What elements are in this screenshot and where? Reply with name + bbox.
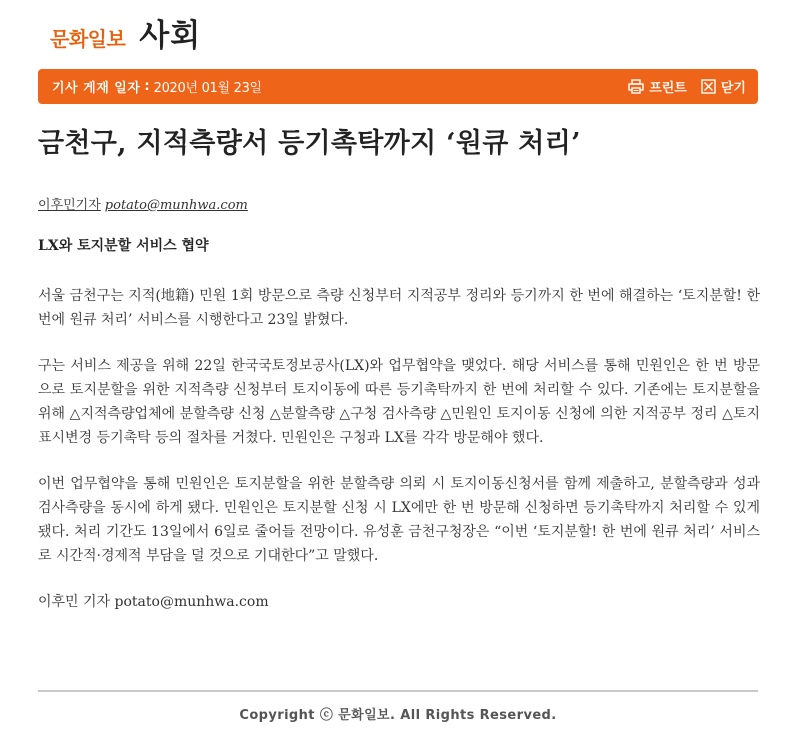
article-title: 금천구, 지적측량서 등기촉탁까지 ‘원큐 처리’ bbox=[38, 128, 581, 159]
brand-logo[interactable]: 문화일보 bbox=[50, 27, 126, 51]
byline-email[interactable]: potato@munhwa.com bbox=[104, 198, 248, 213]
footer-divider bbox=[38, 690, 758, 692]
paragraph: 구는 서비스 제공을 위해 22일 한국국토정보공사(LX)와 업무협약을 맺었다. 해당 서비스를 통해 민원인은 한 번 방문으로 토지분할을 위한 지적측량 신청부터 토지이동에 따른 등기촉탁까지 한 번에 처리할 수 있다. 기존에는 토지분할을 위해 △지적측량업체에 분할측량 신청 △분할측량 △구청 검사측량 △민원인 토지이동 신청에 의한 지적공부 정리 △토지표시변경 등기촉탁 등의 절차를 거쳤다. 민원인은 구청과 LX를 각각 방문해야 했다. bbox=[38, 358, 760, 446]
article-signature: 이후민 기자 potato@munhwa.com bbox=[38, 594, 269, 610]
print-label: 프린트 bbox=[649, 81, 687, 96]
paragraph: 이번 업무협약을 통해 민원인은 토지분할을 위한 분할측량 의뢰 시 토지이동신청서를 함께 제출하고, 분할측량과 성과검사측량을 동시에 하게 됐다. 민원인은 토지분할 신청 시 LX에만 한 번 방문해 신청하면 등기촉탁까지 처리할 수 있게 됐다. 처리 기간도 13일에서 6일로 줄어들 전망이다. 유성훈 금천구청장은 “이번 ‘토지분할! 한 번에 원큐 처리’ 서비스로 시간적·경제적 부담을 덜 것으로 기대한다”고 말했다. bbox=[38, 476, 760, 564]
date-label: 기사 게재 일자 bbox=[52, 81, 141, 96]
printer-icon bbox=[628, 79, 644, 94]
article-subtitle: LX와 토지분할 서비스 협약 bbox=[38, 238, 209, 254]
close-button[interactable] bbox=[701, 77, 746, 96]
section-title: 사회 bbox=[139, 18, 202, 54]
page-header bbox=[50, 12, 201, 56]
close-icon bbox=[701, 79, 716, 94]
article-toolbar bbox=[38, 69, 758, 104]
paragraph: 서울 금천구는 지적(地籍) 민원 1회 방문으로 측량 신청부터 지적공부 정리와 등기까지 한 번에 해결하는 ‘토지분할! 한 번에 원큐 처리’ 서비스를 시행한다고 23일 밝혔다. bbox=[38, 288, 760, 328]
print-button[interactable] bbox=[628, 77, 687, 96]
close-label: 닫기 bbox=[720, 81, 746, 96]
copyright-text: Copyright ⓒ 문화일보. All Rights Reserved. bbox=[239, 708, 557, 723]
byline-name: 이후민기자 bbox=[38, 198, 101, 213]
date-separator: : bbox=[144, 79, 150, 94]
article-body bbox=[38, 284, 760, 614]
byline[interactable] bbox=[38, 196, 248, 216]
date-value: 2020년 01월 23일 bbox=[153, 81, 262, 96]
